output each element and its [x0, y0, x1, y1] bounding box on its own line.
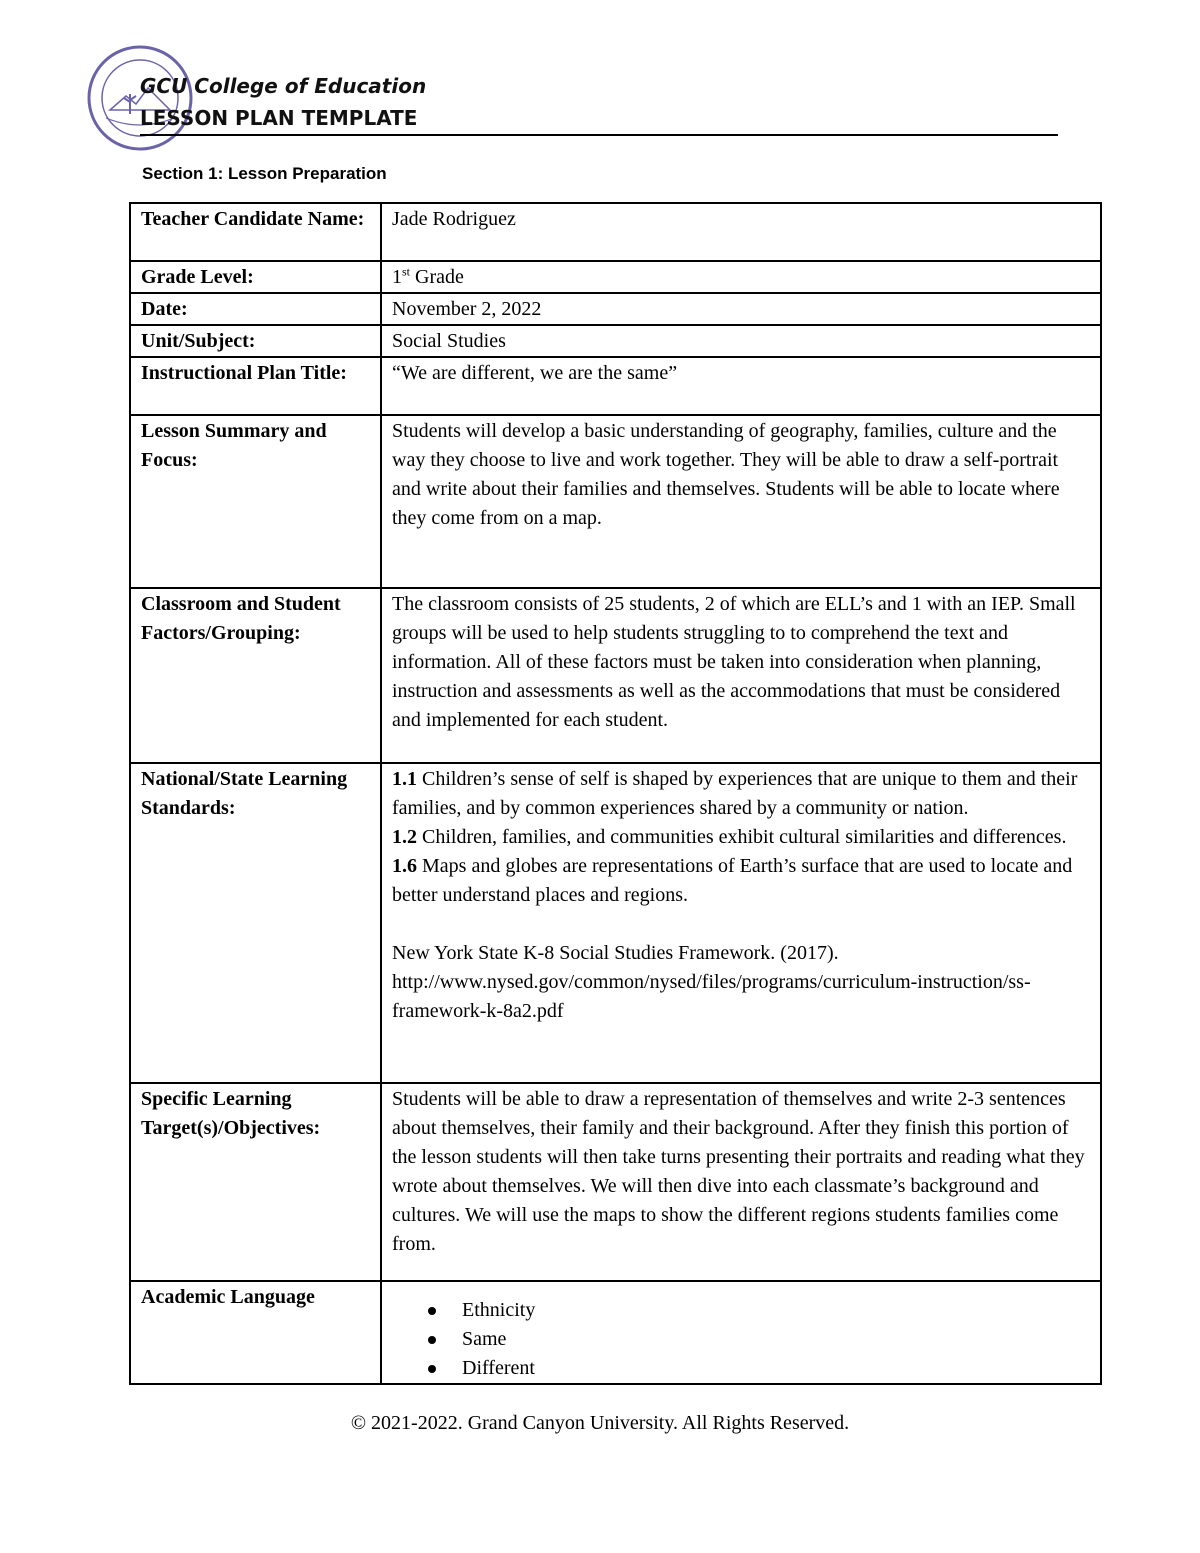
- standards-value: [381, 763, 1101, 1083]
- classroom-factors-label: Classroom and Student Factors/Grouping:: [130, 588, 381, 763]
- academic-language-label: Academic Language: [130, 1281, 381, 1384]
- academic-terms-list: [392, 1296, 1090, 1383]
- unit-subject-value: Social Studies: [381, 325, 1101, 357]
- grade-suffix: Grade: [410, 266, 464, 288]
- grade-number: 1: [392, 266, 402, 288]
- date-label: Date:: [130, 293, 381, 325]
- plan-title-value: “We are different, we are the same”: [381, 357, 1101, 415]
- table-row: [130, 357, 1101, 415]
- standard-item: [392, 852, 1090, 910]
- summary-label: Lesson Summary and Focus:: [130, 415, 381, 588]
- table-row: [130, 763, 1101, 1083]
- table-row: [130, 203, 1101, 261]
- summary-value: Students will develop a basic understanding of geography, families, culture and the way they choose to live and work together. They will be able to draw a self-portrait and write about their families and themselves. Students will be able to locate where they come from on a map.: [381, 415, 1101, 588]
- academic-language-value: [381, 1281, 1101, 1384]
- lesson-plan-table: [129, 202, 1102, 1385]
- table-row: [130, 415, 1101, 588]
- objectives-value: Students will be able to draw a representation of themselves and write 2-3 sentences about themselves, their family and their background. After they finish this portion of the lesson students will then take turns presenting their portraits and reading what they wrote about themselves. We will then dive into each classmate’s background and cultures. We will use the maps to show the different regions students families come from.: [381, 1083, 1101, 1281]
- teacher-name-label: Teacher Candidate Name:: [130, 203, 381, 261]
- classroom-factors-value: The classroom consists of 25 students, 2 of which are ELL’s and 1 with an IEP. Small groups will be used to help students struggling to to comprehend the text and information. All of these factors must be taken into consideration when planning, instruction and assessments as well as the accommodations that must be considered and implemented for each student.: [381, 588, 1101, 763]
- objectives-label: Specific Learning Target(s)/Objectives:: [130, 1083, 381, 1281]
- teacher-name-value: Jade Rodriguez: [381, 203, 1101, 261]
- standard-text: Children’s sense of self is shaped by experiences that are unique to them and their families, and by common experiences shared by a community or nation.: [392, 768, 1078, 819]
- standard-number: 1.1: [392, 768, 417, 790]
- grade-ordinal: st: [402, 264, 411, 279]
- grade-level-value: [381, 261, 1101, 293]
- standards-url[interactable]: http://www.nysed.gov/common/nysed/files/programs/curriculum-instruction/ss-framework-k-8a2.pdf: [392, 971, 1031, 1022]
- college-name: GCU College of Education: [140, 74, 427, 98]
- table-row: [130, 1083, 1101, 1281]
- grade-level-label: Grade Level:: [130, 261, 381, 293]
- template-title: LESSON PLAN TEMPLATE: [140, 106, 418, 130]
- copyright-footer: © 2021-2022. Grand Canyon University. All Rights Reserved.: [350, 1412, 850, 1434]
- standards-label: National/State Learning Standards:: [130, 763, 381, 1083]
- section-heading: Section 1: Lesson Preparation: [142, 164, 387, 183]
- standard-item: [392, 823, 1090, 852]
- standard-item: [392, 765, 1090, 823]
- table-row: [130, 261, 1101, 293]
- list-item: Different: [462, 1354, 1090, 1383]
- date-value: November 2, 2022: [381, 293, 1101, 325]
- standard-number: 1.2: [392, 826, 417, 848]
- table-row: [130, 1281, 1101, 1384]
- table-row: [130, 293, 1101, 325]
- list-item: Ethnicity: [462, 1296, 1090, 1325]
- standard-text: Maps and globes are representations of Earth’s surface that are used to locate and better understand places and regions.: [392, 855, 1073, 906]
- table-row: [130, 588, 1101, 763]
- standards-citation: New York State K-8 Social Studies Framework. (2017).: [392, 942, 839, 964]
- header-divider: [140, 134, 1058, 136]
- standard-text: Children, families, and communities exhibit cultural similarities and differences.: [417, 826, 1067, 848]
- table-row: [130, 325, 1101, 357]
- standard-number: 1.6: [392, 855, 417, 877]
- unit-subject-label: Unit/Subject:: [130, 325, 381, 357]
- plan-title-label: Instructional Plan Title:: [130, 357, 381, 415]
- list-item: Same: [462, 1325, 1090, 1354]
